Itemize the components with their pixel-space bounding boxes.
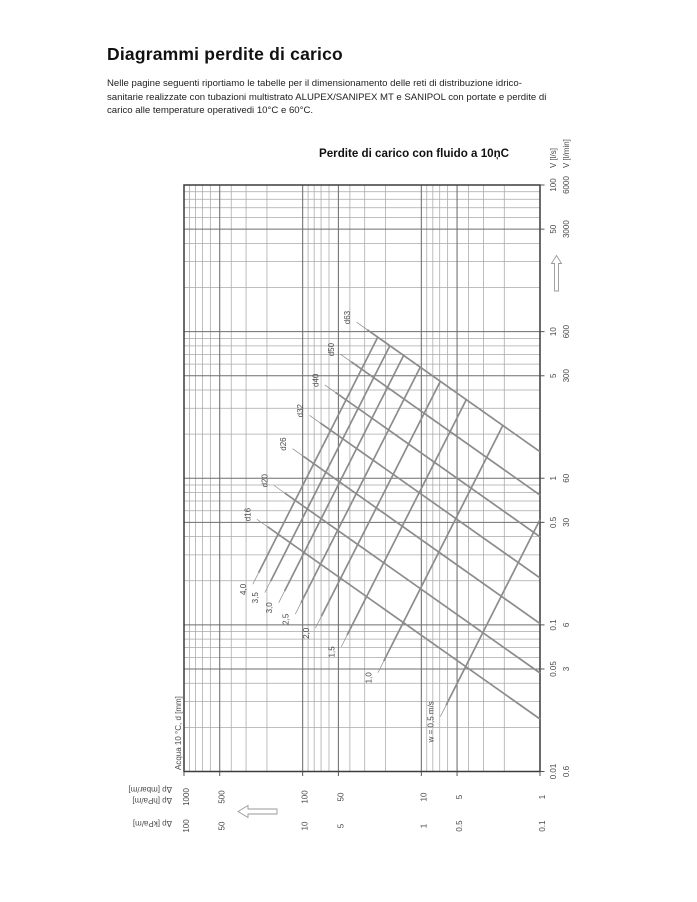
diameter-line-d20 (285, 493, 540, 673)
y-tick-lmin: 3 (562, 666, 571, 672)
diameter-line-d40 (336, 392, 541, 536)
diameter-line-label: d16 (243, 507, 253, 522)
x-tick-kpa: 100 (182, 819, 191, 833)
y-tick-ls: 0.05 (549, 661, 558, 677)
corner-label (174, 696, 183, 770)
velocity-line-1-0 (384, 426, 503, 662)
velocity-line-w-0-5-m-s (446, 520, 540, 705)
velocity-line (239, 337, 540, 743)
x-tick-mbar: 50 (336, 792, 346, 802)
diameter-line-label: d32 (295, 404, 305, 418)
diameter-line-d50 (351, 362, 540, 495)
axis-ticks (184, 185, 545, 776)
velocity-line-label: 1,0 (364, 672, 374, 684)
y-tick-ls: 0.01 (549, 763, 558, 780)
x-axis-unit-kpa: Δp [kPa/m] (132, 819, 172, 828)
x-tick-mbar: 10 (419, 792, 429, 802)
velocity-line-label: 1,5 (327, 646, 337, 658)
velocity-line-label: 3,0 (265, 602, 275, 614)
y-axis-labels (549, 139, 571, 779)
x-tick-mbar: 100 (300, 790, 310, 804)
x-tick-kpa: 0.5 (455, 820, 465, 832)
y-axis-unit-lmin: V [l/min] (562, 139, 571, 168)
corner-label-acqua: Acqua 10 °C, d [mm] (174, 696, 183, 770)
y-tick-ls: 0.5 (549, 516, 558, 528)
velocity-line-label: 2,0 (301, 627, 311, 639)
x-axis-unit-hpa: Δp [hPa/m] (132, 796, 172, 805)
y-tick-lmin: 6000 (562, 176, 571, 194)
intro-line: sanitarie realizzate con tubazioni multistrato ALUPEX/SANIPEX MT e SANIPOL con portate e perdite di (107, 91, 547, 103)
velocity-line-label: 2,5 (281, 613, 291, 625)
y-tick-ls: 5 (549, 373, 558, 378)
x-axis-labels (128, 785, 547, 833)
y-tick-lmin: 3000 (562, 220, 571, 239)
y-tick-lmin: 6 (562, 622, 571, 628)
y-tick-lmin: 600 (562, 324, 571, 339)
diameter-line-label: d20 (260, 474, 270, 488)
x-tick-kpa: 1 (419, 823, 429, 829)
intro-line: carico alle temperature operativedi 10°C e 60°C. (107, 105, 314, 117)
y-tick-lmin: 0.6 (562, 765, 571, 778)
velocity-line-2-0 (321, 381, 440, 616)
x-tick-mbar: 500 (217, 790, 227, 804)
diameter-line-label: d50 (326, 342, 336, 357)
diameter-line-label: d63 (343, 310, 353, 325)
diameter-line-label: d26 (279, 437, 289, 451)
page-title: Diagrammi perdite di carico (107, 44, 343, 64)
x-tick-mbar: 5 (455, 794, 465, 800)
y-tick-ls: 10 (549, 327, 558, 337)
y-tick-lmin: 30 (562, 517, 571, 527)
y-tick-lmin: 300 (562, 369, 571, 383)
y-tick-ls: 50 (549, 224, 558, 234)
x-tick-kpa: 0.1 (538, 820, 547, 832)
x-tick-kpa: 50 (217, 821, 227, 831)
y-axis-unit-ls: V [l/s] (549, 147, 558, 168)
intro-line: Nelle pagine seguenti riportiamo le tabelle per il dimensionamento delle reti di distribuzione idrico- (107, 78, 522, 89)
x-tick-kpa: 5 (336, 823, 346, 829)
y-tick-ls: 0.1 (549, 619, 558, 631)
x-axis-unit-mbar: Δp [mbar/m] (128, 785, 172, 794)
diameter-line-label: d40 (311, 373, 321, 387)
velocity-line-label: 4,0 (239, 583, 249, 595)
velocity-line-label: 3,5 (251, 592, 261, 604)
velocity-line-4-0 (259, 337, 378, 573)
velocity-line-label: w = 0,5 m/s (426, 701, 436, 743)
x-tick-mbar: 1 (538, 794, 547, 800)
pressure-left-arrow-icon (238, 806, 277, 818)
chart-title: Perdite di carico con fluido a 10ņC (319, 147, 510, 160)
x-tick-kpa: 10 (300, 821, 310, 831)
y-tick-ls: 100 (549, 178, 558, 192)
y-tick-ls: 1 (549, 476, 558, 481)
x-tick-mbar: 1000 (182, 788, 191, 806)
y-tick-lmin: 60 (562, 473, 571, 483)
flow-up-arrow-icon (552, 256, 562, 292)
